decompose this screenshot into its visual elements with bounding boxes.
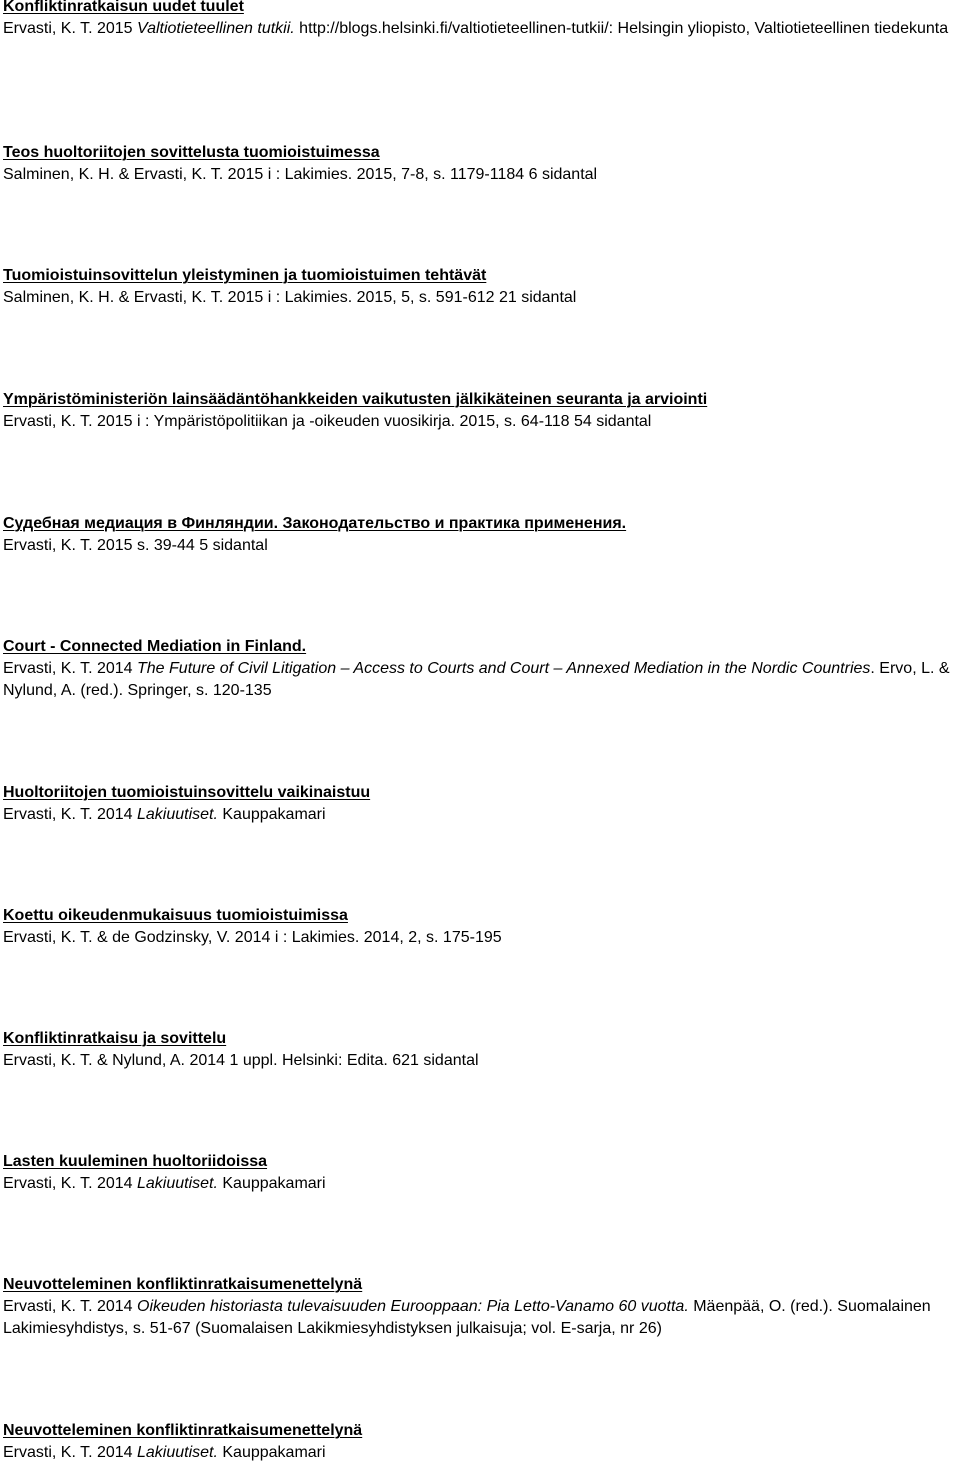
citation-text: Salminen, K. H. & Ervasti, K. T. 2015 i : Lakimies. 2015, 7-8, s. 1179-1184 6 sidantal bbox=[3, 166, 598, 183]
publication-citation bbox=[3, 164, 955, 186]
publication-entry bbox=[3, 906, 955, 949]
publication-citation bbox=[3, 804, 955, 826]
publication-citation bbox=[3, 18, 955, 40]
publication-title-link[interactable]: Koettu oikeudenmukaisuus tuomioistuimissa bbox=[3, 907, 348, 924]
publication-citation bbox=[3, 1296, 955, 1340]
publication-title-link[interactable]: Konfliktinratkaisu ja sovittelu bbox=[3, 1030, 227, 1047]
publication-entry bbox=[3, 266, 955, 309]
citation-text: . Ervo, L. & Nylund, A. (red.). Springer, s. 120-135 bbox=[3, 660, 950, 699]
publication-citation bbox=[3, 411, 955, 433]
citation-text: Ervasti, K. T. 2015 s. 39-44 5 sidantal bbox=[3, 537, 268, 554]
citation-italic-text: Oikeuden historiasta tulevaisuuden Eurooppaan: Pia Letto-Vanamo 60 vuotta. bbox=[137, 1298, 689, 1315]
publication-title-link[interactable]: Lasten kuuleminen huoltoriidoissa bbox=[3, 1153, 268, 1170]
citation-text: Mäenpää, O. (red.). Suomalainen Lakimiesyhdistys, s. 51-67 (Suomalaisen Lakikmiesyhdistyksen julkaisuja; vol. E-sarja, nr 26) bbox=[3, 1298, 931, 1337]
publication-entry bbox=[3, 1275, 955, 1340]
citation-text: Ervasti, K. T. 2014 bbox=[3, 1444, 137, 1461]
citation-text: Salminen, K. H. & Ervasti, K. T. 2015 i : Lakimies. 2015, 5, s. 591-612 21 sidantal bbox=[3, 289, 577, 306]
publication-title-link[interactable]: Ympäristöministeriön lainsäädäntöhankkeiden vaikutusten jälkikäteinen seuranta ja arviointi bbox=[3, 391, 708, 408]
citation-text: Ervasti, K. T. 2014 bbox=[3, 806, 137, 823]
publication-entry bbox=[3, 0, 955, 40]
publication-entry bbox=[3, 390, 955, 433]
citation-text: Kauppakamari bbox=[217, 1175, 326, 1192]
publication-citation bbox=[3, 927, 955, 949]
publication-entry bbox=[3, 1152, 955, 1195]
publication-citation bbox=[3, 287, 955, 309]
publication-citation bbox=[3, 1050, 955, 1072]
publication-entry bbox=[3, 1029, 955, 1072]
citation-italic-text: Lakiuutiset. bbox=[137, 1444, 218, 1461]
publication-citation bbox=[3, 1173, 955, 1195]
citation-text: Ervasti, K. T. 2015 i : Ympäristöpolitiikan ja -oikeuden vuosikirja. 2015, s. 64-118 54 sidantal bbox=[3, 413, 652, 430]
publication-title-link[interactable]: Судебная медиация в Финляндии. Законодательство и практика применения. bbox=[3, 515, 627, 532]
citation-italic-text: Lakiuutiset. bbox=[137, 1175, 218, 1192]
citation-text: Ervasti, K. T. 2014 bbox=[3, 1175, 137, 1192]
publication-entry bbox=[3, 143, 955, 186]
citation-italic-text: Lakiuutiset. bbox=[137, 806, 218, 823]
publication-entry bbox=[3, 1421, 955, 1464]
publication-entry bbox=[3, 783, 955, 826]
publication-title-link[interactable]: Konfliktinratkaisun uudet tuulet bbox=[3, 0, 244, 15]
citation-text: Ervasti, K. T. & de Godzinsky, V. 2014 i : Lakimies. 2014, 2, s. 175-195 bbox=[3, 929, 502, 946]
citation-italic-text: Valtiotieteellinen tutkii. bbox=[137, 20, 295, 37]
publication-title-link[interactable]: Court - Connected Mediation in Finland. bbox=[3, 638, 307, 655]
publication-title-link[interactable]: Tuomioistuinsovittelun yleistyminen ja tuomioistuimen tehtävät bbox=[3, 267, 487, 284]
publication-citation bbox=[3, 658, 955, 702]
publication-entry bbox=[3, 514, 955, 557]
citation-text: Ervasti, K. T. 2014 bbox=[3, 660, 137, 677]
publication-citation bbox=[3, 1442, 955, 1464]
publication-title-link[interactable]: Neuvotteleminen konfliktinratkaisumenettelynä bbox=[3, 1422, 363, 1439]
publication-title-link[interactable]: Neuvotteleminen konfliktinratkaisumenettelynä bbox=[3, 1276, 363, 1293]
publication-title-link[interactable]: Huoltoriitojen tuomioistuinsovittelu vaikinaistuu bbox=[3, 784, 371, 801]
citation-text: Kauppakamari bbox=[217, 1444, 326, 1461]
citation-text: Ervasti, K. T. 2014 bbox=[3, 1298, 137, 1315]
citation-text: http://blogs.helsinki.fi/valtiotieteellinen-tutkii/: Helsingin yliopisto, Valtiotieteellinen tiedekunta bbox=[294, 20, 949, 37]
publication-title-link[interactable]: Teos huoltoriitojen sovittelusta tuomioistuimessa bbox=[3, 144, 380, 161]
citation-italic-text: The Future of Civil Litigation – Access to Courts and Court – Annexed Mediation in the Nordic Countries bbox=[137, 660, 871, 677]
citation-text: Ervasti, K. T. & Nylund, A. 2014 1 uppl. Helsinki: Edita. 621 sidantal bbox=[3, 1052, 479, 1069]
citation-text: Kauppakamari bbox=[217, 806, 326, 823]
publication-entry bbox=[3, 637, 955, 702]
publication-citation bbox=[3, 535, 955, 557]
citation-text: Ervasti, K. T. 2015 bbox=[3, 20, 137, 37]
